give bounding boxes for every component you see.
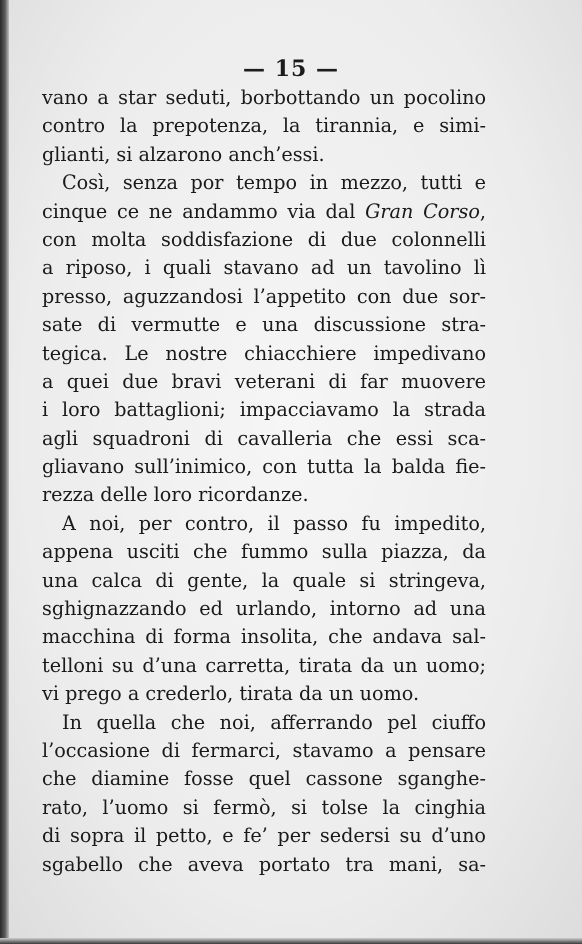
text-line: telloni su d’una carretta, tirata da un uomo; — [42, 653, 486, 677]
text-line: a riposo, i quali stavano ad un tavolino lì — [42, 256, 486, 280]
text-line: agli squadroni di cavalleria che essi sca- — [42, 426, 486, 450]
body-text — [42, 84, 486, 879]
text-line: In quella che noi, afferrando pel ciuffo — [62, 710, 486, 734]
text-line: che diamine fosse quel cassone sganghe- — [42, 767, 486, 791]
text-line: i loro battaglioni; impacciavamo la strada — [42, 398, 486, 422]
text-line: a quei due bravi veterani di far muovere — [42, 369, 486, 393]
text-line: contro la prepotenza, la tirannia, e simi- — [42, 114, 486, 138]
page-number: — 15 — — [243, 56, 339, 82]
text-italic-segment: Gran Corso — [365, 199, 480, 223]
text-line: macchina di forma insolita, che andava sal- — [42, 625, 486, 649]
text-line: vano a star seduti, borbottando un pocolino — [42, 86, 486, 109]
text-line: A noi, per contro, il passo fu impedito, — [62, 511, 486, 535]
text-line: appena usciti che fummo sulla piazza, da — [42, 540, 486, 564]
text-line: presso, aguzzandosi l’appetito con due sor- — [42, 284, 486, 308]
text-line: una calca di gente, la quale si stringeva, — [42, 568, 486, 592]
text-line: rato, l’uomo si fermò, si tolse la cinghia — [42, 795, 486, 819]
text-line: l’occasione di fermarci, stavamo a pensare — [42, 738, 486, 762]
text-line: con molta soddisfazione di due colonnelli — [42, 227, 486, 251]
text-segment: , — [479, 199, 486, 223]
page-bottom-edge — [0, 938, 582, 944]
text-line: rezza delle loro ricordanze. — [42, 483, 309, 507]
page-binding-edge — [0, 0, 9, 944]
text-segment: cinque ce ne andammo via dal — [42, 199, 366, 223]
text-line: di sopra il petto, e fe’ per sedersi su d’uno — [42, 824, 486, 848]
text-line: sate di vermutte e una discussione stra- — [42, 313, 486, 337]
text-line: gliavano sull’inimico, con tutta la balda fie- — [42, 455, 486, 479]
text-line: sghignazzando ed urlando, intorno ad una — [42, 597, 486, 621]
text-line: Così, senza por tempo in mezzo, tutti e — [62, 171, 486, 195]
text-line: sgabello che aveva portato tra mani, sa- — [42, 852, 486, 876]
text-line: glianti, si alzarono anch’essi. — [42, 142, 325, 166]
text-line — [42, 198, 486, 226]
text-line: tegica. Le nostre chiacchiere impedivano — [42, 341, 486, 365]
text-line: vi prego a crederlo, tirata da un uomo. — [42, 682, 420, 706]
